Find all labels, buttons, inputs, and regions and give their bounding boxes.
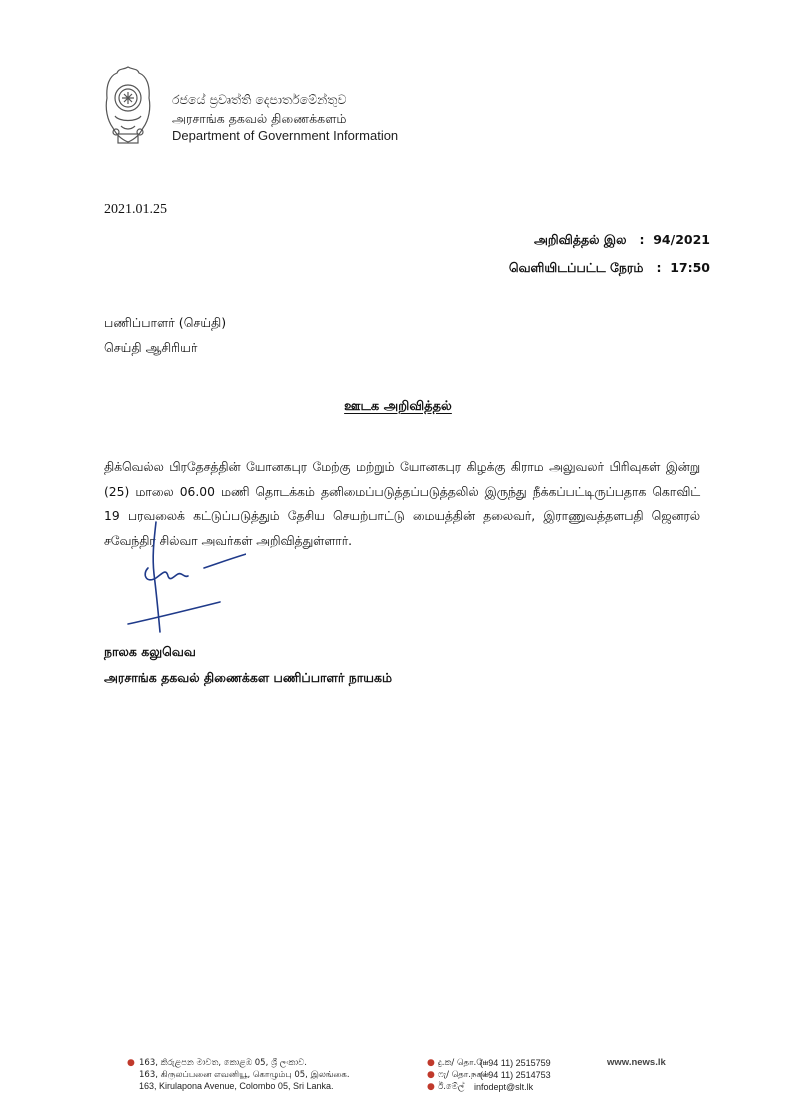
release-time-value: 17:50 xyxy=(670,260,710,275)
signatory-name: நாலக கலுவெவ xyxy=(104,644,196,659)
footer-address-tamil: 163, கிருலப்பனை எவனியூ, கொழும்பு 05, இலங்கை. xyxy=(139,1070,350,1080)
handwritten-signature xyxy=(126,520,246,650)
fax-label: ෆැ/ தொ.நகல் xyxy=(438,1070,489,1080)
notice-number-label: அறிவித்தல் இல xyxy=(534,232,627,247)
footer-address-english: 163, Kirulapona Avenue, Colombo 05, Sri Lanka. xyxy=(139,1081,334,1091)
release-time-label: வெளியிடப்பட்ட நேரம் xyxy=(508,260,644,275)
phone-bullet-icon: ● xyxy=(427,1058,435,1068)
body-paragraph: திக்வெல்ல பிரதேசத்தின் யோனகபுர மேற்கு மற்றும் யோனகபுர கிழக்கு கிராம அலுவலர் பிரிவுகள் இன்று (25) மாலை 06.00 மணி தொடக்கம் தனிமைப்படுத்தப்படுத்தலில் இருந்து நீக்கப்பட்டிருப்பதாக கொவிட் 19 பரவலைக் கட்டுப்படுத்தும் தேசிய செயற்பாட்டு மையத்தின் தலைவர், இராணுவத்தளபதி ஜெனரல் சவேந்திர சில்வா அவர்கள் அறிவித்துள்ளார். xyxy=(104,460,700,548)
document-title-text: ஊடக அறிவித்தல் xyxy=(344,399,452,414)
fax-number: (+94 11) 2514753 xyxy=(480,1070,551,1080)
email-bullet-icon: ● xyxy=(427,1082,435,1092)
document-date: 2021.01.25 xyxy=(104,202,167,217)
footer-bullet-icon: ● xyxy=(127,1058,135,1068)
document-title xyxy=(0,399,796,415)
notice-number-value: 94/2021 xyxy=(653,232,710,247)
recipient-2: செய்தி ஆசிரியர் xyxy=(104,340,198,355)
header-english: Department of Government Information xyxy=(172,128,399,143)
header-tamil: அரசாங்க தகவல் திணைக்களம் xyxy=(172,111,347,126)
email-label: ඊ.මේල් xyxy=(438,1082,465,1092)
footer-address-sinhala: 163, කිරුළපන මාවත, කොළඹ 05, ශ්‍රී ලංකාව. xyxy=(139,1058,307,1068)
header-sinhala: රජයේ ප්‍රවෘත්ති දෙපාර්තමේන්තුව xyxy=(172,92,347,107)
fax-bullet-icon: ● xyxy=(427,1070,435,1080)
phone-label: දු.ක/ தொ.பே xyxy=(438,1058,489,1068)
website-link[interactable]: www.news.lk xyxy=(607,1057,666,1068)
email-address[interactable]: infodept@slt.lk xyxy=(474,1082,534,1092)
phone-number: (+94 11) 2515759 xyxy=(480,1058,551,1068)
release-time: வெளியிடப்பட்ட நேரம் : 17:50 xyxy=(508,260,710,275)
notice-number: அறிவித்தல் இல : 94/2021 xyxy=(534,232,710,247)
signatory-designation: அரசாங்க தகவல் திணைக்கள பணிப்பாளர் நாயகம் xyxy=(104,670,393,685)
recipient-1: பணிப்பாளர் (செய்தி) xyxy=(104,315,227,330)
government-emblem-icon xyxy=(103,64,153,148)
